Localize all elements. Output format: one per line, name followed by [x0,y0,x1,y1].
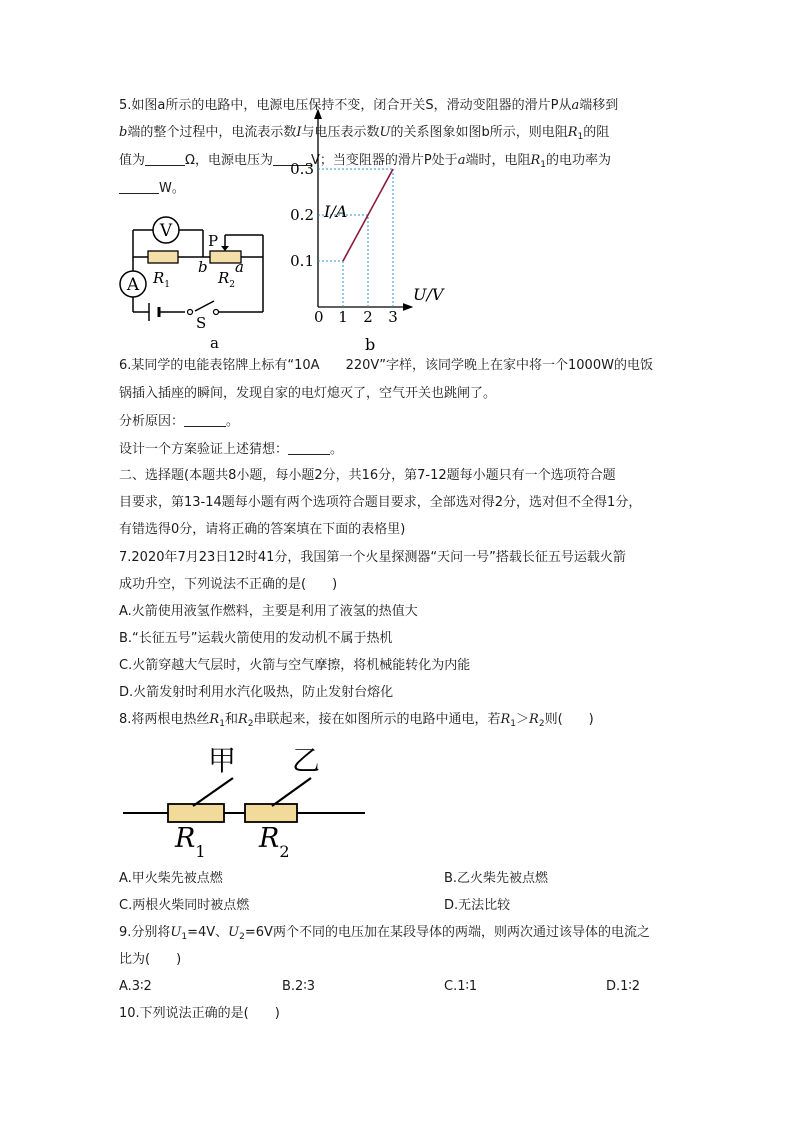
q7-option-c[interactable]: C.火箭穿越大气层时，火箭与空气摩擦，将机械能转化为内能 [119,658,471,673]
q6-line-2: 锅插入插座的瞬间，发现自家的电灯熄灭了，空气开关也跳闸了。 [119,386,497,401]
q9-option-b[interactable]: B.2∶3 [282,979,315,994]
q5-line-2: b端的整个过程中，电流表示数I与电压表示数U的关系图象如图b所示，则电阻$R_1$的阻 [119,125,610,142]
heating-wire-r1 [168,804,224,822]
x-tick-label: 3 [388,308,398,326]
match-jia-label: 甲 [208,744,237,777]
voltmeter-label: V [159,221,173,241]
switch-label: S [196,314,207,332]
q8-option-d[interactable]: D.无法比较 [444,898,511,913]
section-2-line-2: 目要求，第13-14题每小题有两个选项符合题目要求，全部选对得2分，选对但不全得1分， [119,495,642,510]
section-2-line-1: 二、选择题(本题共8小题，每小题2分，共16分，第7-12题每小题只有一个选项符合题 [119,468,616,483]
figure-a-caption: a [210,334,219,352]
q8-option-c[interactable]: C.两根火柴同时被点燃 [119,898,250,913]
q6-line-4: 设计一个方案验证上述猜想： 。 [119,442,344,457]
heating-wire-r2 [245,804,297,822]
x-tick-label: 1 [338,308,348,326]
match-jia-icon [193,778,233,806]
q7-option-d[interactable]: D.火箭发射时利用水汽化吸热，防止发射台熔化 [119,685,394,700]
q10-line-1: 10.下列说法正确的是( ) [119,1006,280,1021]
circuit-diagram-a [115,210,295,355]
switch-terminal-right [214,310,219,315]
slider-arrow-icon [221,246,229,251]
slider-label: P [208,232,219,250]
y-tick-label: 0.1 [290,252,314,270]
match-yi-label: 乙 [292,744,321,777]
end-a-label: a [235,258,244,276]
q6-line-3: 分析原因： 。 [119,414,240,429]
q9-option-a[interactable]: A.3∶2 [119,979,152,994]
figure-b-caption: b [365,335,376,354]
q5-line-3: 值为 Ω，电源电压为 V；当变阻器的滑片P处于a端时，电阻$R_1$的电功率为 [119,153,612,170]
q8-option-a[interactable]: A.甲火柴先被点燃 [119,871,223,886]
q7-option-b[interactable]: B.“长征五号”运载火箭使用的发动机不属于热机 [119,631,393,646]
resistor-r1 [148,251,178,263]
answer-blank-reason[interactable] [184,414,226,427]
figure-r2-label: $R_2$ [259,823,290,861]
q8-stem: 8.将两根电热丝$R_1$和$R_2$串联起来，接在如图所示的电路中通电，若$R_1>R_2$则( ) [119,712,594,729]
q6-line-1: 6.某同学的电能表铭牌上标有“10A 220V”字样，该同学晚上在家中将一个1000W的电饭 [119,358,653,373]
q8-option-b[interactable]: B.乙火柴先被点燃 [444,871,549,886]
q9-line-2: 比为( ) [119,952,182,967]
q9-option-c[interactable]: C.1∶1 [444,979,478,994]
q5-line-1: 5.如图a所示的电路中，电源电压保持不变，闭合开关S，滑动变阻器的滑片P从a端移到 [119,98,619,113]
answer-blank-resistance[interactable] [145,153,185,166]
q9-line-1: 9.分别将$U_1=4V$、$U_2=6V$两个不同的电压加在某段导体的两端，则两次通过该导体的电流之 [119,925,650,942]
answer-blank-plan[interactable] [288,442,330,455]
section-2-line-3: 有错选得0分，请将正确的答案填在下面的表格里) [119,522,406,537]
y-axis-label: I/A [324,202,348,221]
q5-line-4: W。 [119,180,185,197]
answer-blank-power[interactable] [119,181,159,194]
ammeter-label: A [126,275,140,295]
heating-wire-figure [120,735,370,865]
q9-option-d[interactable]: D.1∶2 [606,979,641,994]
y-tick-label: 0.3 [290,160,314,178]
q7-line-1: 7.2020年7月23日12时41分，我国第一个火星探测器“天问一号”搭载长征五号运载火箭 [119,550,626,565]
end-b-label: b [198,258,208,276]
q7-option-a[interactable]: A.火箭使用液氢作燃料，主要是利用了液氢的热值大 [119,604,418,619]
r2-label: $R_2$ [218,269,236,290]
y-tick-label: 0.2 [290,206,314,224]
q7-line-2: 成功升空，下列说法不正确的是( ) [119,577,338,592]
switch-terminal-left [188,310,193,315]
r1-label: $R_1$ [153,269,171,290]
figure-r1-label: $R_1$ [175,823,206,861]
x-axis-label: U/V [413,285,444,304]
match-yi-icon [272,778,311,806]
graph-b [286,160,456,355]
origin-label: 0 [314,308,324,326]
x-tick-label: 2 [363,308,373,326]
